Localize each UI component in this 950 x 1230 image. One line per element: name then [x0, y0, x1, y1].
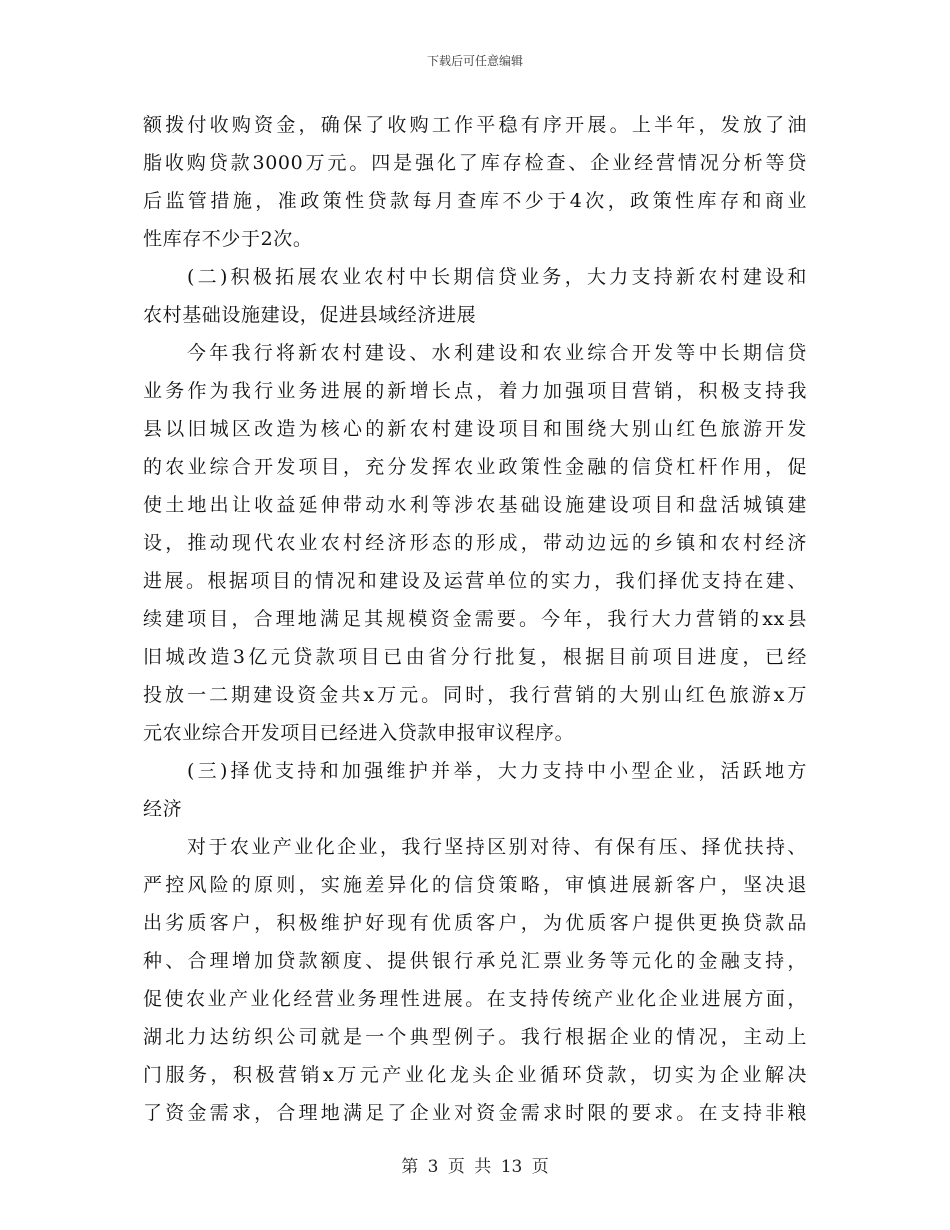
page-header: 下载后可任意编辑	[426, 54, 523, 68]
body-line: 续建项目，合理地满足其规模资金需要。今年，我行大力营销的xx县	[143, 608, 807, 630]
section-heading-line: (三)择优支持和加强维护并举，大力支持中小型企业，活跃地方	[187, 760, 807, 782]
section-heading-line: 经济	[143, 798, 183, 820]
body-line: 旧城改造3亿元贷款项目已由省分行批复，根据目前项目进度，已经	[143, 646, 807, 668]
body-line: 了资金需求，合理地满足了企业对资金需求时限的要求。在支持非粮	[143, 1102, 807, 1124]
body-line: 性库存不少于2次。	[143, 228, 313, 250]
page-number-footer: 第 3 页 共 13 页	[401, 1157, 549, 1177]
body-line: 出劣质客户，积极维护好现有优质客户，为优质客户提供更换贷款品	[143, 912, 807, 934]
body-line: 的农业综合开发项目，充分发挥农业政策性金融的信贷杠杆作用，促	[143, 456, 807, 478]
body-line: 种、合理增加贷款额度、提供银行承兑汇票业务等元化的金融支持，	[143, 950, 807, 972]
body-line: 脂收购贷款3000万元。四是强化了库存检查、企业经营情况分析等贷	[143, 152, 807, 174]
body-line: 额拨付收购资金，确保了收购工作平稳有序开展。上半年，发放了油	[143, 114, 807, 136]
body-line: 投放一二期建设资金共x万元。同时，我行营销的大别山红色旅游x万	[143, 684, 807, 706]
body-line: 进展。根据项目的情况和建设及运营单位的实力，我们择优支持在建、	[143, 570, 807, 592]
body-line: 促使农业产业化经营业务理性进展。在支持传统产业化企业进展方面，	[143, 988, 807, 1010]
section-heading-line: (二)积极拓展农业农村中长期信贷业务，大力支持新农村建设和	[187, 266, 807, 288]
body-line: 业务作为我行业务进展的新增长点，着力加强项目营销，积极支持我	[143, 380, 807, 402]
body-line: 今年我行将新农村建设、水利建设和农业综合开发等中长期信贷	[187, 342, 807, 364]
body-line: 后监管措施，准政策性贷款每月查库不少于4次，政策性库存和商业	[143, 190, 807, 212]
body-line: 元农业综合开发项目已经进入贷款申报审议程序。	[143, 722, 575, 744]
body-line: 对于农业产业化企业，我行坚持区别对待、有保有压、择优扶持、	[187, 836, 807, 858]
body-line: 湖北力达纺织公司就是一个典型例子。我行根据企业的情况，主动上	[143, 1026, 807, 1048]
body-line: 门服务，积极营销x万元产业化龙头企业循环贷款，切实为企业解决	[143, 1064, 807, 1086]
body-line: 严控风险的原则，实施差异化的信贷策略，审慎进展新客户，坚决退	[143, 874, 807, 896]
body-line: 使土地出让收益延伸带动水利等涉农基础设施建设项目和盘活城镇建	[143, 494, 807, 516]
body-line: 设，推动现代农业农村经济形态的形成，带动边远的乡镇和农村经济	[143, 532, 807, 554]
body-line: 县以旧城区改造为核心的新农村建设项目和围绕大别山红色旅游开发	[143, 418, 807, 440]
section-heading-line: 农村基础设施建设，促进县域经济进展	[143, 304, 477, 326]
document-body	[143, 106, 807, 1132]
